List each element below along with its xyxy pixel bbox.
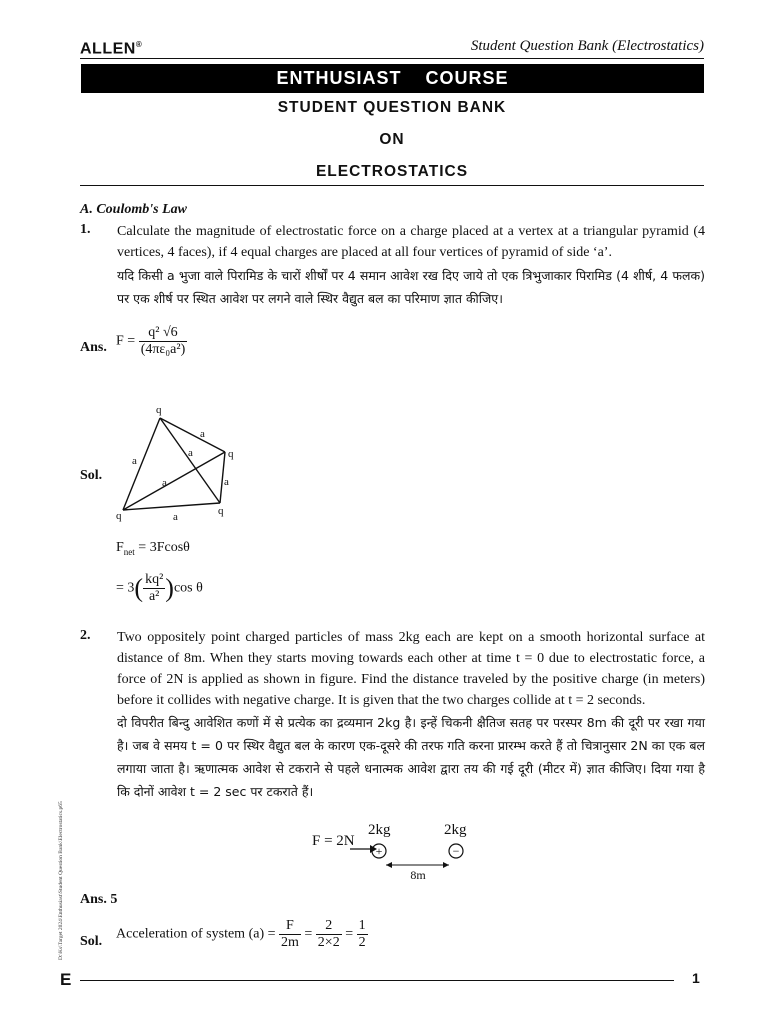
file-path-text: D:\Ks\Target 2024\Enthusiast\Student Question Bank\Electrostatics.p65 — [58, 801, 64, 960]
running-header-title: Student Question Bank (Electrostatics) — [470, 38, 704, 54]
doc-title-line-1: STUDENT QUESTION BANK — [277, 99, 507, 116]
distance-arrow-left — [386, 862, 392, 868]
side-label-1: a — [200, 428, 205, 440]
side-label-2: a — [132, 455, 137, 467]
question-1-sol-label: Sol. — [80, 468, 103, 483]
page-number: 1 — [692, 970, 700, 986]
charges-figure — [300, 815, 490, 885]
charge-label-bottom-left: q — [116, 510, 122, 522]
frac2-num: 2 — [316, 918, 342, 935]
question-2-ans-label — [80, 892, 117, 908]
charge-label-top: q — [156, 404, 162, 416]
sol2-denominator: a² — [148, 589, 160, 604]
equals-1: = — [304, 926, 313, 942]
distance-label: 8m — [410, 868, 426, 882]
mass-label-1: 2kg — [368, 822, 391, 838]
pyramid-diagram — [110, 400, 250, 525]
allen-logo: ALLEN® — [80, 40, 143, 58]
solution-1-line-1 — [116, 540, 190, 557]
frac1-den: 2m — [281, 935, 299, 950]
question-2-text-hi: दो विपरीत बिन्दु आवेशित कणों में से प्रत्येक का द्रव्यमान 2kg है। इन्हें चिकनी क्षैतिज सतह पर परस्पर 8m की दूरी पर रखा गया है। जब वे समय t = 0 पर स्थिर वैद्युत बल के कारण एक-दूसरे की तरफ गति करना प्रारम्भ करते हैं तो चित्रानुसार 2N का एक बल लगाया जाता है। ऋणात्मक आवेश से टकराने से पहले धनात्मक आवेश द्वारा तय की गई दूरी (मीटर में) ज्ञात कीजिए। दिया गया है कि दोनों आवेश t = 2 sec पर टकराते हैं। — [117, 715, 705, 799]
sol2-text: Acceleration of system (a) = — [116, 926, 276, 942]
question-2-number: 2. — [80, 628, 91, 643]
mass-label-2: 2kg — [444, 822, 467, 838]
equals-2: = — [345, 926, 354, 942]
fnet-symbol: F — [116, 540, 124, 555]
fnet-subscript: net — [123, 546, 135, 557]
ans-label-text: Ans. — [80, 892, 107, 907]
side-label-3: a — [188, 447, 193, 459]
question-1-text-en: Calculate the magnitude of electrostatic force on a charge placed at a vertex at a triangular pyramid (4 vertices, 4 faces), if 4 equal charges are placed at all four vertices of pyramid of side ‘a’. — [117, 224, 705, 260]
answer-numerator: q² √6 — [139, 325, 188, 342]
sol2-frac-3 — [357, 918, 368, 951]
sol2-fraction — [143, 572, 165, 605]
sol2-lhs: = 3 — [116, 580, 135, 596]
solution-2-equation — [116, 918, 368, 951]
answer-lhs: F = — [116, 333, 136, 349]
ans-value: 5 — [110, 892, 118, 907]
header-rule — [80, 58, 704, 59]
charge-label-right: q — [228, 448, 234, 460]
plus-sign: + — [375, 844, 383, 858]
frac1-num: F — [279, 918, 301, 935]
sol2-frac-2 — [316, 918, 342, 951]
solution-1-line-2 — [116, 572, 203, 605]
doc-title-line-2: ON — [379, 131, 405, 148]
course-banner: ENTHUSIAST COURSE — [81, 64, 704, 93]
question-1-ans-label: Ans. — [80, 340, 107, 355]
side-margin-path — [54, 660, 66, 960]
question-2-text-en: Two oppositely point charged particles of mass 2kg each are kept on a smooth horizontal surface at distance of 8m. When they starts moving towards each other at time t = 0 due to electrostatic force, a force of 2N is applied as shown in figure. Find the distance traveled by the positive charge (in meters) before it collides with negative charge. It is given that the two charges collide at t = 2 seconds. — [117, 630, 705, 708]
right-paren: ) — [165, 573, 174, 603]
applied-force-label: F = 2N — [312, 833, 355, 849]
frac3-num: 1 — [358, 918, 366, 933]
title-rule — [80, 185, 704, 186]
side-label-6: a — [173, 511, 178, 523]
question-1-text-hi: यदि किसी a भुजा वाले पिरामिड के चारों शीर्षों पर 4 समान आवेश रख दिए जाये तो एक त्रिभुजाकार पिरामिड (4 शीर्ष, 4 फलक) पर एक शीर्ष पर स्थित आवेश पर लगने वाले स्थिर वैद्युत बल का परिमाण ज्ञात कीजिए। — [117, 268, 705, 306]
side-label-4: a — [162, 477, 167, 489]
answer-fraction — [139, 325, 188, 358]
sol2-rhs: cos θ — [173, 580, 203, 596]
answer-denominator: (4πε₀a²) — [140, 342, 186, 357]
charge-label-bottom-right: q — [218, 505, 224, 517]
frac3-den: 2 — [358, 935, 366, 950]
question-2-sol-label: Sol. — [80, 934, 103, 949]
footer-rule — [80, 980, 674, 981]
doc-title-line-3: ELECTROSTATICS — [315, 163, 469, 180]
fnet-rhs: = 3Fcosθ — [134, 540, 190, 555]
distance-arrow-right — [443, 862, 449, 868]
question-1-number: 1. — [80, 222, 91, 237]
side-label-5: a — [224, 476, 229, 488]
sol2-numerator: kq² — [145, 572, 164, 587]
frac2-den: 2×2 — [317, 935, 340, 950]
question-1-answer — [116, 325, 187, 358]
minus-sign: − — [452, 844, 460, 858]
footer-letter: E — [60, 970, 72, 989]
section-heading: A. Coulomb's Law — [80, 202, 187, 217]
sol2-frac-1 — [279, 918, 301, 951]
left-paren: ( — [134, 573, 144, 603]
